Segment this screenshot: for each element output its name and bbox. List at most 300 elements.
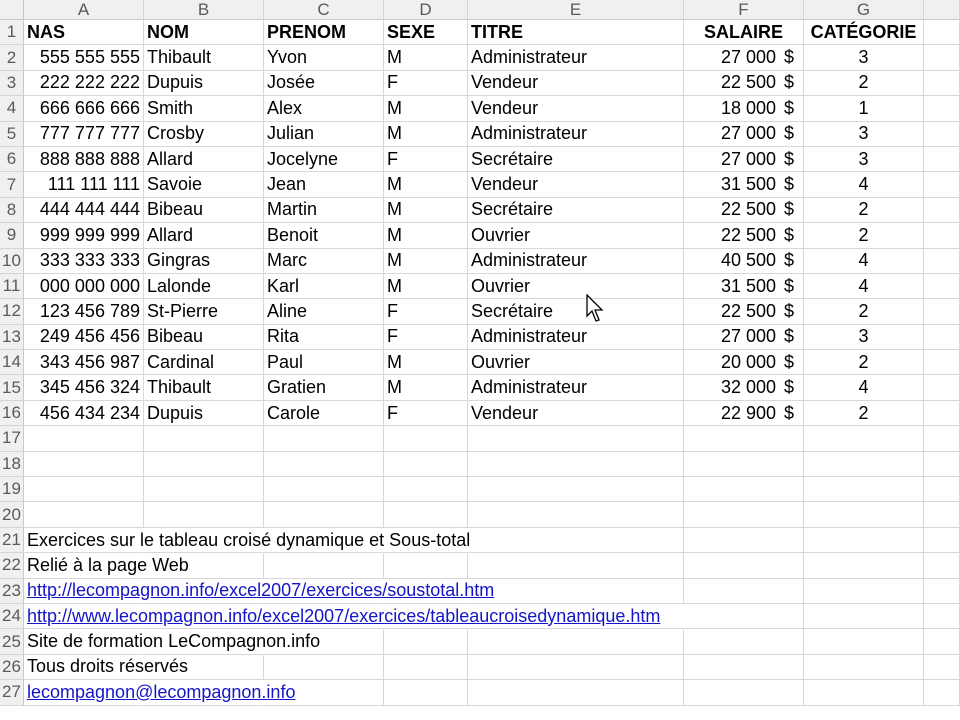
row-header-26[interactable]: 26 (0, 655, 24, 680)
cell-value: Thibault (147, 47, 212, 68)
cell-b4[interactable] (144, 96, 264, 121)
column-header-f[interactable]: F (684, 0, 804, 20)
cell-b15[interactable] (144, 375, 264, 400)
cell-g3[interactable] (804, 71, 924, 96)
cell-e11[interactable] (468, 274, 684, 299)
cell-value: Secrétaire (471, 199, 554, 220)
cell-value: 4 (858, 174, 869, 195)
cell-d19[interactable] (384, 477, 468, 502)
cell-value: 2 (858, 224, 869, 245)
cell-e27[interactable] (468, 680, 684, 705)
cell-h11[interactable] (924, 274, 960, 299)
column-header-b[interactable]: B (144, 0, 264, 20)
cell-f17[interactable] (684, 426, 804, 451)
cell-d17[interactable] (384, 426, 468, 451)
row-header-2[interactable]: 2 (0, 45, 24, 70)
cell-value: 555 555 555 (39, 47, 140, 68)
salary-value: 27 000 (720, 123, 776, 144)
cell-c20[interactable] (264, 502, 384, 527)
cell-f25[interactable] (684, 629, 804, 654)
cell-h2[interactable] (924, 45, 960, 70)
row-header-1[interactable]: 1 (0, 20, 24, 45)
cell-d18[interactable] (384, 452, 468, 477)
cell-f24[interactable] (684, 604, 804, 629)
cell-f26[interactable] (684, 655, 804, 680)
cell-c3[interactable] (264, 71, 384, 96)
cell-c7[interactable] (264, 172, 384, 197)
note-text: Tous droits réservés (27, 656, 189, 677)
cell-a21[interactable] (24, 528, 471, 553)
cell-f18[interactable] (684, 452, 804, 477)
cell-d4[interactable] (384, 96, 468, 121)
cell-e26[interactable] (468, 655, 684, 680)
cell-e9[interactable] (468, 223, 684, 248)
row-header-14[interactable]: 14 (0, 350, 24, 375)
cell-value: M (387, 224, 402, 245)
cell-d13[interactable] (384, 325, 468, 350)
cell-h9[interactable] (924, 223, 960, 248)
salary-value: 40 500 (720, 250, 776, 271)
cell-value: Allard (147, 224, 194, 245)
cell-a11[interactable] (24, 274, 144, 299)
cell-h21[interactable] (924, 528, 960, 553)
cell-value: Administrateur (471, 47, 588, 68)
cell-c14[interactable] (264, 350, 384, 375)
cell-value: Rita (267, 326, 300, 347)
row-header-8[interactable]: 8 (0, 198, 24, 223)
row-header-5[interactable]: 5 (0, 122, 24, 147)
cell-value: 345 456 324 (39, 377, 140, 398)
cell-a26[interactable] (24, 655, 189, 680)
cell-a2[interactable] (24, 45, 144, 70)
cell-b1[interactable] (144, 20, 264, 45)
cell-g22[interactable] (804, 553, 924, 578)
cell-d5[interactable] (384, 122, 468, 147)
cell-b3[interactable] (144, 71, 264, 96)
cell-f10[interactable] (684, 249, 804, 274)
cell-a4[interactable] (24, 96, 144, 121)
cell-c2[interactable] (264, 45, 384, 70)
currency-symbol: $ (784, 377, 795, 398)
cell-value: 249 456 456 (39, 326, 140, 347)
cell-d2[interactable] (384, 45, 468, 70)
cell-g10[interactable] (804, 249, 924, 274)
cell-f22[interactable] (684, 553, 804, 578)
cell-e5[interactable] (468, 122, 684, 147)
cell-g18[interactable] (804, 452, 924, 477)
cell-a12[interactable] (24, 299, 144, 324)
row-header-12[interactable]: 12 (0, 299, 24, 324)
cell-h24[interactable] (924, 604, 960, 629)
cell-value: Administrateur (471, 326, 588, 347)
cell-value: 343 456 987 (39, 351, 140, 372)
cell-e2[interactable] (468, 45, 684, 70)
cell-f12[interactable] (684, 299, 804, 324)
cell-f8[interactable] (684, 198, 804, 223)
cell-value: Karl (267, 275, 300, 296)
cell-c4[interactable] (264, 96, 384, 121)
cell-a20[interactable] (24, 502, 144, 527)
cell-e1[interactable] (468, 20, 684, 45)
cell-e13[interactable] (468, 325, 684, 350)
cell-value: Paul (267, 351, 304, 372)
cell-value: Smith (147, 97, 194, 118)
cell-e23[interactable] (468, 579, 684, 604)
cell-h10[interactable] (924, 249, 960, 274)
cell-d3[interactable] (384, 71, 468, 96)
column-header-g[interactable]: G (804, 0, 924, 20)
cell-b7[interactable] (144, 172, 264, 197)
hyperlink[interactable]: lecompagnon@lecompagnon.info (27, 681, 296, 702)
cell-h7[interactable] (924, 172, 960, 197)
cell-f19[interactable] (684, 477, 804, 502)
cell-h26[interactable] (924, 655, 960, 680)
cell-a1[interactable] (24, 20, 144, 45)
hyperlink[interactable]: http://lecompagnon.info/excel2007/exercices/soustotal.htm (27, 580, 495, 601)
hyperlink[interactable]: http://www.lecompagnon.info/excel2007/exercices/tableaucroisedynamique.htm (27, 605, 661, 626)
cell-a13[interactable] (24, 325, 144, 350)
cell-g13[interactable] (804, 325, 924, 350)
cell-value: Julian (267, 123, 315, 144)
cell-value: 999 999 999 (39, 224, 140, 245)
cell-d11[interactable] (384, 274, 468, 299)
column-header-c[interactable]: C (264, 0, 384, 20)
cell-e12[interactable] (468, 299, 684, 324)
cell-value: 222 222 222 (39, 72, 140, 93)
cell-g8[interactable] (804, 198, 924, 223)
cell-h15[interactable] (924, 375, 960, 400)
row-header-6[interactable]: 6 (0, 147, 24, 172)
cell-g1[interactable] (804, 20, 924, 45)
cell-b17[interactable] (144, 426, 264, 451)
cell-c9[interactable] (264, 223, 384, 248)
cell-value: Administrateur (471, 123, 588, 144)
header-label: SEXE (387, 21, 436, 42)
cell-value: M (387, 250, 402, 271)
cell-b18[interactable] (144, 452, 264, 477)
cell-value: 123 456 789 (39, 300, 140, 321)
cell-value: 4 (858, 250, 869, 271)
cell-g21[interactable] (804, 528, 924, 553)
cell-a7[interactable] (24, 172, 144, 197)
cell-f4[interactable] (684, 96, 804, 121)
cell-g5[interactable] (804, 122, 924, 147)
cell-value: F (387, 326, 398, 347)
cell-e20[interactable] (468, 502, 684, 527)
cell-f15[interactable] (684, 375, 804, 400)
salary-value: 22 900 (720, 402, 776, 423)
cell-e16[interactable] (468, 401, 684, 426)
cell-a25[interactable] (24, 629, 321, 654)
cell-value: Dupuis (147, 402, 204, 423)
cell-c19[interactable] (264, 477, 384, 502)
cell-b12[interactable] (144, 299, 264, 324)
row-header-18[interactable]: 18 (0, 452, 24, 477)
cell-f6[interactable] (684, 147, 804, 172)
cell-f21[interactable] (684, 528, 804, 553)
salary-value: 18 000 (720, 97, 776, 118)
currency-symbol: $ (784, 199, 795, 220)
cell-d1[interactable] (384, 20, 468, 45)
row-header-7[interactable]: 7 (0, 172, 24, 197)
cell-b13[interactable] (144, 325, 264, 350)
cell-b8[interactable] (144, 198, 264, 223)
cell-b9[interactable] (144, 223, 264, 248)
row-header-19[interactable]: 19 (0, 477, 24, 502)
cell-b10[interactable] (144, 249, 264, 274)
cell-e7[interactable] (468, 172, 684, 197)
cell-c18[interactable] (264, 452, 384, 477)
row-header-4[interactable]: 4 (0, 96, 24, 121)
cell-a27[interactable] (24, 680, 296, 705)
row-header-22[interactable]: 22 (0, 553, 24, 578)
cell-g23[interactable] (804, 579, 924, 604)
cell-a17[interactable] (24, 426, 144, 451)
cell-g7[interactable] (804, 172, 924, 197)
cell-value: Vendeur (471, 72, 539, 93)
column-header-d[interactable]: D (384, 0, 468, 20)
cell-h22[interactable] (924, 553, 960, 578)
cell-b16[interactable] (144, 401, 264, 426)
row-header-15[interactable]: 15 (0, 375, 24, 400)
cell-a6[interactable] (24, 147, 144, 172)
column-header-h[interactable] (924, 0, 960, 20)
cell-e3[interactable] (468, 71, 684, 96)
cell-a9[interactable] (24, 223, 144, 248)
cell-h1[interactable] (924, 20, 960, 45)
mouse-cursor-icon (586, 294, 606, 324)
currency-symbol: $ (784, 174, 795, 195)
cell-b5[interactable] (144, 122, 264, 147)
cell-a8[interactable] (24, 198, 144, 223)
cell-c13[interactable] (264, 325, 384, 350)
cell-value: Cardinal (147, 351, 215, 372)
row-header-3[interactable]: 3 (0, 71, 24, 96)
cell-a10[interactable] (24, 249, 144, 274)
cell-value: Gratien (267, 377, 327, 398)
cell-b14[interactable] (144, 350, 264, 375)
salary-value: 22 500 (720, 199, 776, 220)
cell-c10[interactable] (264, 249, 384, 274)
cell-d7[interactable] (384, 172, 468, 197)
cell-c16[interactable] (264, 401, 384, 426)
currency-symbol: $ (784, 250, 795, 271)
cell-d9[interactable] (384, 223, 468, 248)
cell-c5[interactable] (264, 122, 384, 147)
cell-g17[interactable] (804, 426, 924, 451)
cell-value: 2 (858, 300, 869, 321)
cell-a15[interactable] (24, 375, 144, 400)
cell-h4[interactable] (924, 96, 960, 121)
select-all-corner[interactable] (0, 0, 24, 20)
cell-g25[interactable] (804, 629, 924, 654)
cell-h27[interactable] (924, 680, 960, 705)
cell-value: Jocelyne (267, 148, 339, 169)
cell-c1[interactable] (264, 20, 384, 45)
cell-e18[interactable] (468, 452, 684, 477)
cell-a3[interactable] (24, 71, 144, 96)
row-header-27[interactable]: 27 (0, 680, 24, 705)
cell-value: Ouvrier (471, 224, 531, 245)
cell-value: Jean (267, 174, 307, 195)
cell-d20[interactable] (384, 502, 468, 527)
cell-f27[interactable] (684, 680, 804, 705)
cell-g9[interactable] (804, 223, 924, 248)
cell-d26[interactable] (384, 655, 468, 680)
cell-g2[interactable] (804, 45, 924, 70)
cell-d8[interactable] (384, 198, 468, 223)
column-header-e[interactable]: E (468, 0, 684, 20)
cell-g16[interactable] (804, 401, 924, 426)
cell-e15[interactable] (468, 375, 684, 400)
cell-e17[interactable] (468, 426, 684, 451)
cell-g19[interactable] (804, 477, 924, 502)
cell-d12[interactable] (384, 299, 468, 324)
cell-h6[interactable] (924, 147, 960, 172)
cell-b11[interactable] (144, 274, 264, 299)
cell-d6[interactable] (384, 147, 468, 172)
cell-h17[interactable] (924, 426, 960, 451)
cell-value: Benoit (267, 224, 319, 245)
cell-h12[interactable] (924, 299, 960, 324)
cell-e22[interactable] (468, 553, 684, 578)
cell-value: F (387, 72, 398, 93)
row-header-13[interactable]: 13 (0, 325, 24, 350)
cell-d16[interactable] (384, 401, 468, 426)
cell-d22[interactable] (384, 553, 468, 578)
currency-symbol: $ (784, 351, 795, 372)
cell-h5[interactable] (924, 122, 960, 147)
cell-f2[interactable] (684, 45, 804, 70)
cell-value: Ouvrier (471, 275, 531, 296)
column-header-a[interactable]: A (24, 0, 144, 20)
cell-h16[interactable] (924, 401, 960, 426)
cell-a23[interactable] (24, 579, 495, 604)
cell-a18[interactable] (24, 452, 144, 477)
cell-h23[interactable] (924, 579, 960, 604)
cell-e25[interactable] (468, 629, 684, 654)
cell-c22[interactable] (264, 553, 384, 578)
cell-f1[interactable] (684, 20, 804, 45)
cell-h14[interactable] (924, 350, 960, 375)
cell-value: Aline (267, 300, 308, 321)
salary-value: 22 500 (720, 224, 776, 245)
cell-f13[interactable] (684, 325, 804, 350)
cell-f11[interactable] (684, 274, 804, 299)
cell-b19[interactable] (144, 477, 264, 502)
cell-g26[interactable] (804, 655, 924, 680)
cell-c15[interactable] (264, 375, 384, 400)
cell-c6[interactable] (264, 147, 384, 172)
row-header-11[interactable]: 11 (0, 274, 24, 299)
cell-f16[interactable] (684, 401, 804, 426)
cell-f20[interactable] (684, 502, 804, 527)
cell-f7[interactable] (684, 172, 804, 197)
cell-f3[interactable] (684, 71, 804, 96)
cell-g20[interactable] (804, 502, 924, 527)
cell-h19[interactable] (924, 477, 960, 502)
cell-a16[interactable] (24, 401, 144, 426)
cell-b2[interactable] (144, 45, 264, 70)
row-header-16[interactable]: 16 (0, 401, 24, 426)
row-header-25[interactable]: 25 (0, 629, 24, 654)
cell-c17[interactable] (264, 426, 384, 451)
cell-h18[interactable] (924, 452, 960, 477)
currency-symbol: $ (784, 148, 795, 169)
cell-g15[interactable] (804, 375, 924, 400)
cell-g27[interactable] (804, 680, 924, 705)
cell-h8[interactable] (924, 198, 960, 223)
row-header-21[interactable]: 21 (0, 528, 24, 553)
cell-d14[interactable] (384, 350, 468, 375)
cell-c8[interactable] (264, 198, 384, 223)
row-header-17[interactable]: 17 (0, 426, 24, 451)
cell-e6[interactable] (468, 147, 684, 172)
cell-f23[interactable] (684, 579, 804, 604)
cell-h20[interactable] (924, 502, 960, 527)
cell-a22[interactable] (24, 553, 189, 578)
cell-a5[interactable] (24, 122, 144, 147)
row-header-23[interactable]: 23 (0, 579, 24, 604)
cell-c26[interactable] (264, 655, 384, 680)
cell-g24[interactable] (804, 604, 924, 629)
row-header-9[interactable]: 9 (0, 223, 24, 248)
currency-symbol: $ (784, 275, 795, 296)
cell-e19[interactable] (468, 477, 684, 502)
cell-h13[interactable] (924, 325, 960, 350)
cell-e14[interactable] (468, 350, 684, 375)
cell-value: M (387, 123, 402, 144)
cell-b20[interactable] (144, 502, 264, 527)
cell-value: M (387, 275, 402, 296)
cell-f9[interactable] (684, 223, 804, 248)
cell-d15[interactable] (384, 375, 468, 400)
cell-g12[interactable] (804, 299, 924, 324)
salary-value: 31 500 (720, 174, 776, 195)
cell-f14[interactable] (684, 350, 804, 375)
cell-e4[interactable] (468, 96, 684, 121)
salary-value: 22 500 (720, 300, 776, 321)
cell-e10[interactable] (468, 249, 684, 274)
cell-value: F (387, 300, 398, 321)
cell-value: Vendeur (471, 174, 539, 195)
cell-a24[interactable] (24, 604, 661, 629)
cell-d10[interactable] (384, 249, 468, 274)
cell-g4[interactable] (804, 96, 924, 121)
cell-d25[interactable] (384, 629, 468, 654)
cell-a14[interactable] (24, 350, 144, 375)
cell-d27[interactable] (384, 680, 468, 705)
cell-value: F (387, 402, 398, 423)
cell-value: Savoie (147, 174, 203, 195)
cell-g6[interactable] (804, 147, 924, 172)
cell-g14[interactable] (804, 350, 924, 375)
cell-b6[interactable] (144, 147, 264, 172)
cell-value: Secrétaire (471, 148, 554, 169)
row-header-20[interactable]: 20 (0, 502, 24, 527)
cell-e21[interactable] (468, 528, 684, 553)
cell-c11[interactable] (264, 274, 384, 299)
cell-h3[interactable] (924, 71, 960, 96)
cell-f5[interactable] (684, 122, 804, 147)
row-header-24[interactable]: 24 (0, 604, 24, 629)
cell-c12[interactable] (264, 299, 384, 324)
cell-e8[interactable] (468, 198, 684, 223)
cell-h25[interactable] (924, 629, 960, 654)
row-header-10[interactable]: 10 (0, 249, 24, 274)
cell-a19[interactable] (24, 477, 144, 502)
cell-g11[interactable] (804, 274, 924, 299)
